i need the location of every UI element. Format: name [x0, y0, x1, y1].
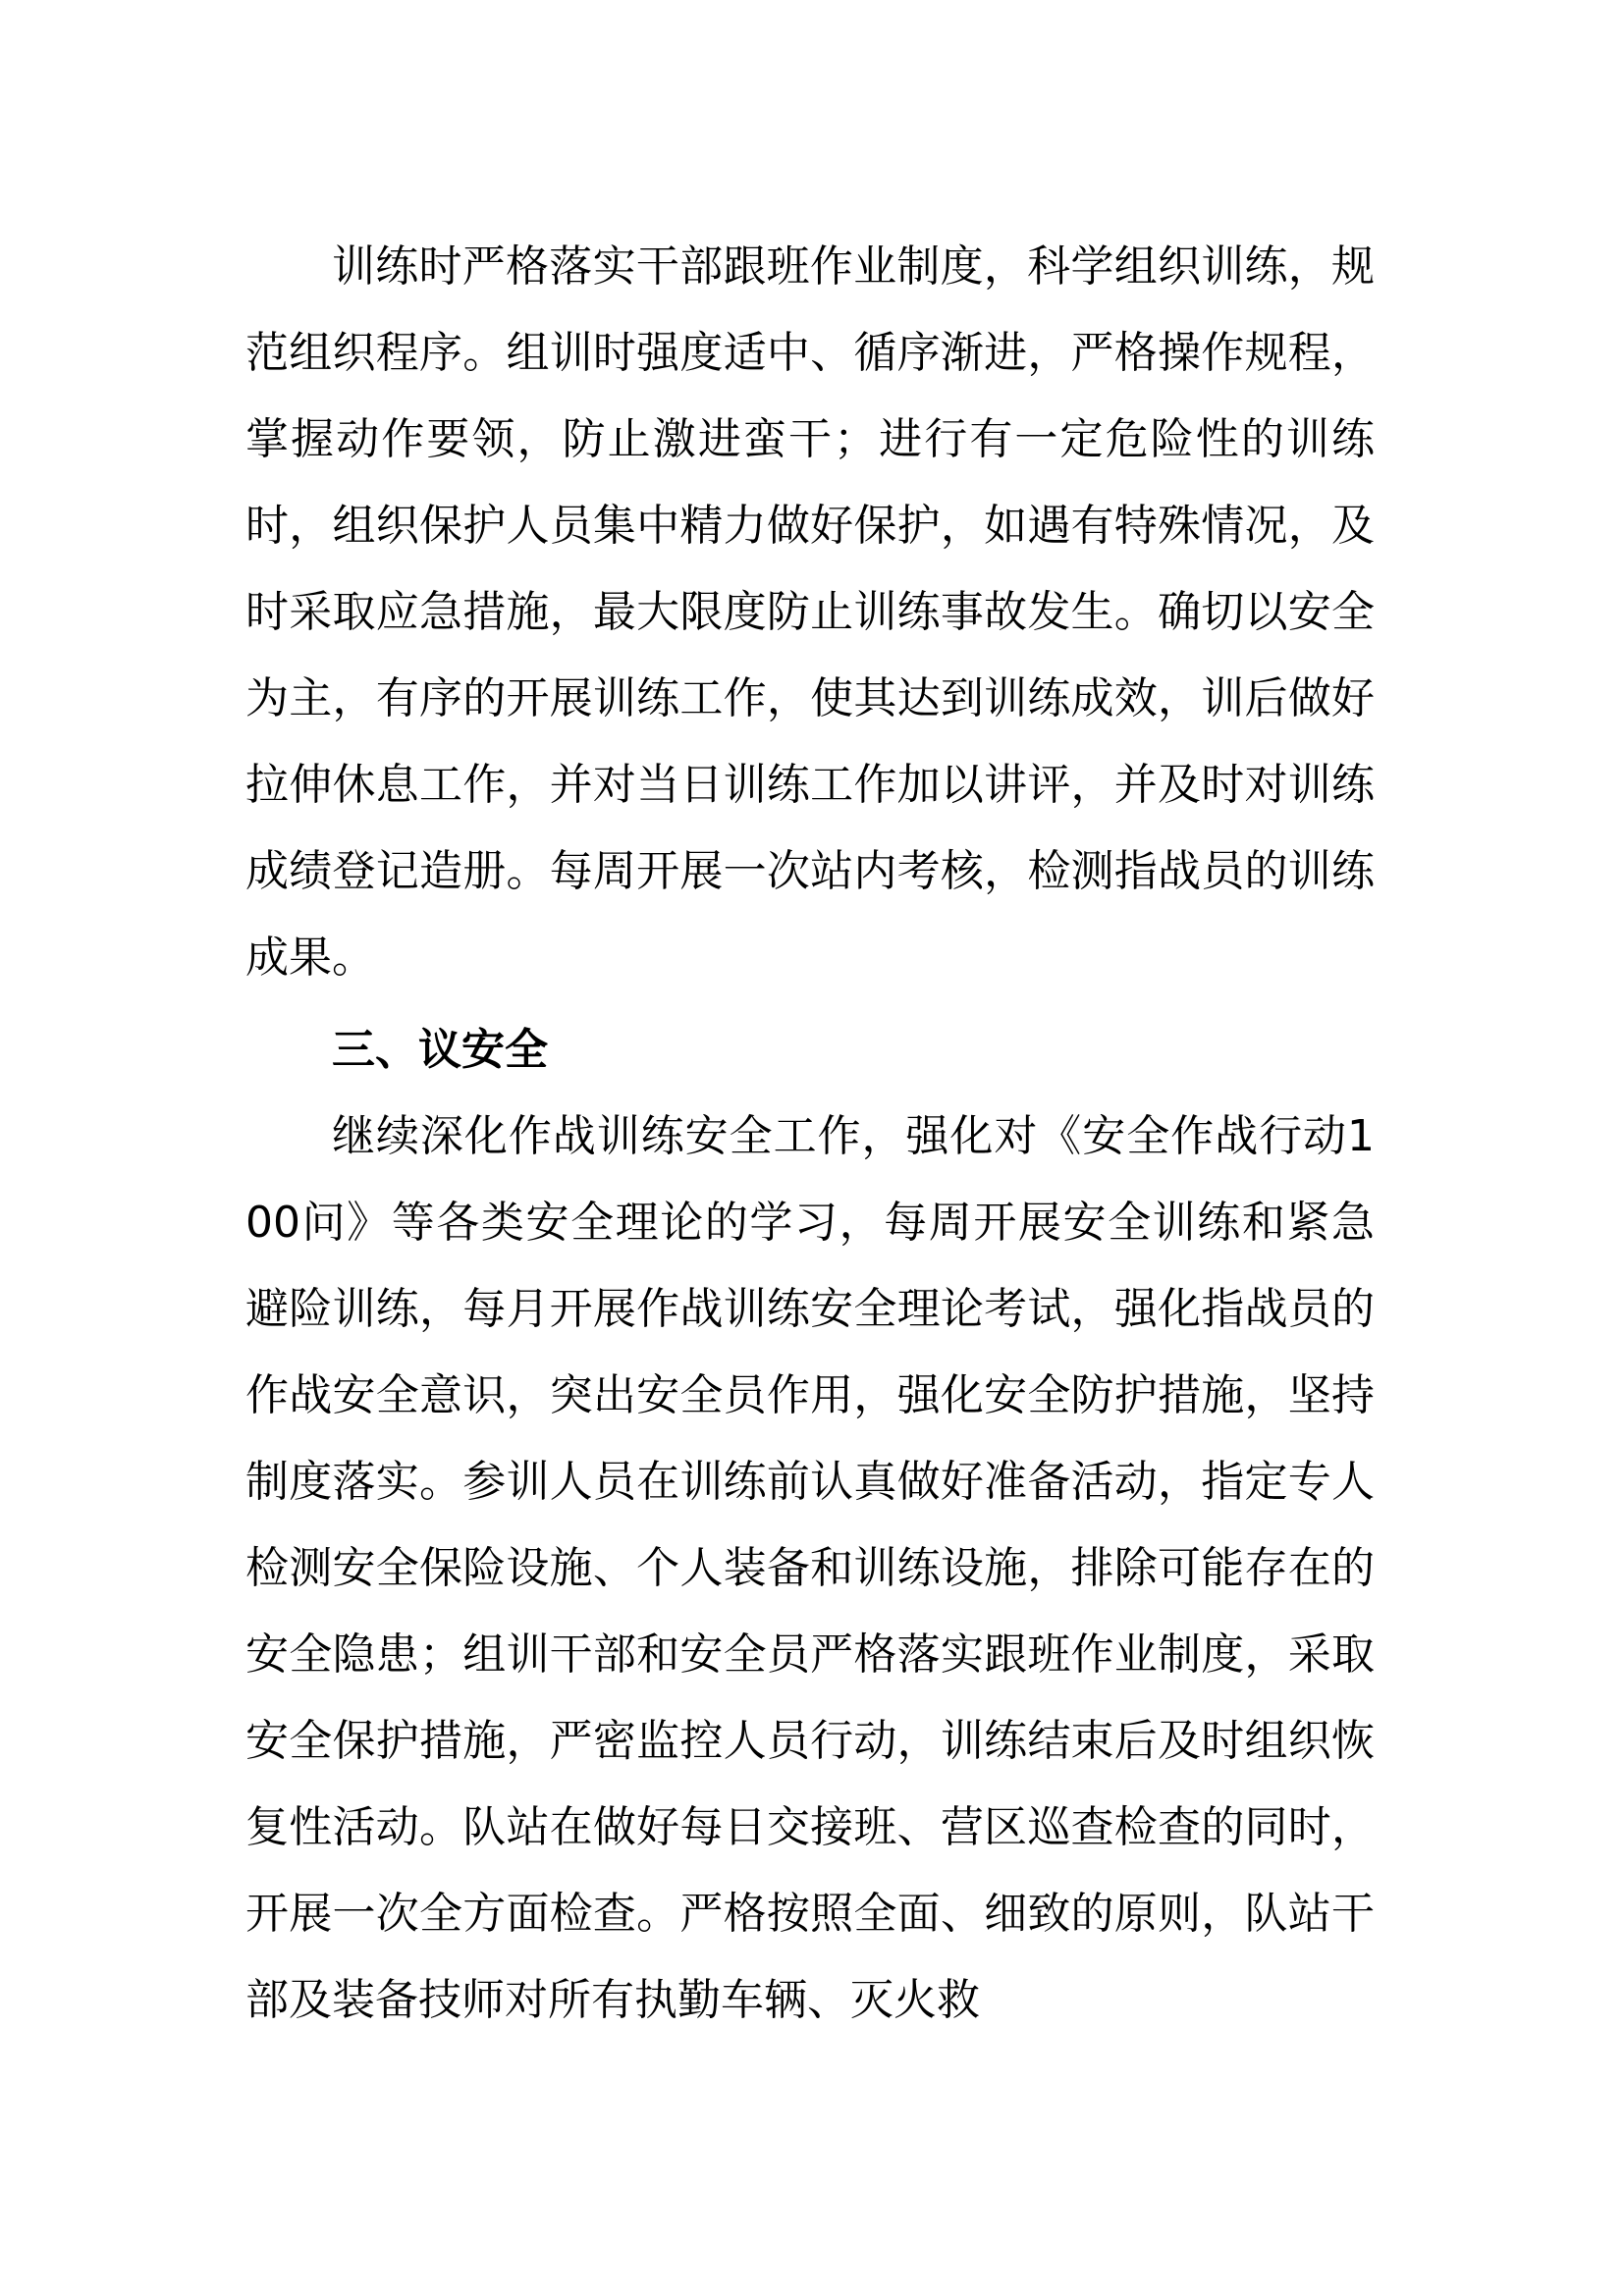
paragraph-training-procedures: 训练时严格落实干部跟班作业制度，科学组织训练，规范组织程序。组训时强度适中、循序渐进，严格操作规程，掌握动作要领，防止激进蛮干；进行有一定危险性的训练时，组织保护人员集中精力做好保护，如遇有特殊情况，及时采取应急措施，最大限度防止训练事故发生。确切以安全为主，有序的开展训练工作，使其达到训练成效，训后做好拉伸休息工作，并对当日训练工作加以讲评，并及时对训练成绩登记造册。每周开展一次站内考核，检测指战员的训练成果。 [245, 241, 1375, 983]
paragraph-safety-work: 继续深化作战训练安全工作，强化对《安全作战行动100问》等各类安全理论的学习，每周开展安全训练和紧急避险训练，每月开展作战训练安全理论考试，强化指战员的作战安全意识，突出安全员作用，强化安全防护措施，坚持制度落实。参训人员在训练前认真做好准备活动，指定专人检测安全保险设施、个人装备和训练设施，排除可能存在的安全隐患；组训干部和安全员严格落实跟班作业制度，采取安全保护措施，严密监控人员行动，训练结束后及时组织恢复性活动。队站在做好每日交接班、营区巡查检查的同时，开展一次全方面检查。严格按照全面、细致的原则，队站干部及装备技师对所有执勤车辆、灭火救 [245, 1111, 1375, 2025]
document-body [245, 224, 1375, 2044]
section-heading-safety: 三、议安全 [332, 1025, 548, 1075]
